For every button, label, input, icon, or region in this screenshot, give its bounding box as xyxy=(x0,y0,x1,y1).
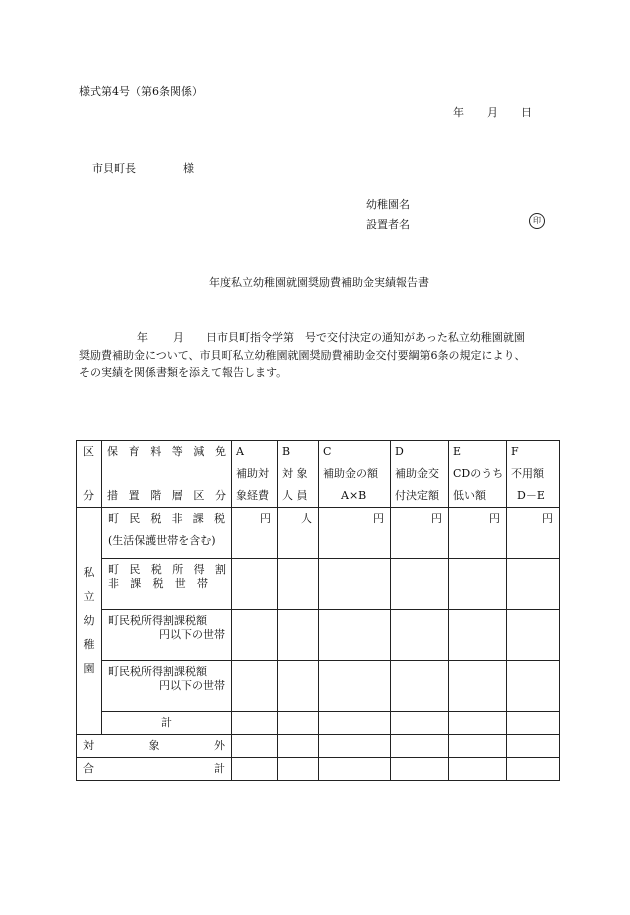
col-d-line1: 補助金交 xyxy=(395,467,439,480)
col-c-letter: C xyxy=(323,445,332,458)
cell-empty xyxy=(507,661,560,712)
header-row xyxy=(77,441,560,508)
unit-c: 円 xyxy=(319,508,391,559)
unit-b: 人 xyxy=(278,508,319,559)
col-e-letter: E xyxy=(453,445,462,458)
col-a-line2: 象経費 xyxy=(236,489,269,502)
body-line2: 奨励費補助金について、市貝町私立幼稚園就園奨励費補助金交付要綱第6条の規定により、 xyxy=(79,348,526,362)
header-ku-bun xyxy=(77,441,102,508)
excluded-row xyxy=(77,735,560,758)
addressee-honorific: 様 xyxy=(183,162,194,175)
col-e-line1: CDのうち xyxy=(453,467,504,480)
group-label-char: 私 xyxy=(83,566,95,579)
header-col-c xyxy=(319,441,391,508)
col-c-line2: A×B xyxy=(341,489,367,502)
header-col-d xyxy=(391,441,449,508)
col-a-letter: A xyxy=(236,445,244,458)
row-category-line1: 町民税所得割課税額 xyxy=(108,665,207,678)
cell-empty xyxy=(232,758,278,781)
col-d-letter: D xyxy=(395,445,404,458)
row-category-line1: 町民税所得割課税額 xyxy=(108,614,207,627)
header-ku: 区 xyxy=(83,445,94,458)
cell-empty xyxy=(449,735,507,758)
cell-empty xyxy=(449,661,507,712)
form-number: 様式第4号（第6条関係） xyxy=(79,85,203,98)
cell-empty xyxy=(278,758,319,781)
report-table xyxy=(76,440,560,781)
total-label xyxy=(77,758,232,781)
unit-e: 円 xyxy=(449,508,507,559)
group-label-char: 園 xyxy=(83,662,95,675)
col-a-line1: 補助対 xyxy=(236,467,269,480)
cell-empty xyxy=(319,661,391,712)
col-d-line2: 付決定額 xyxy=(395,489,439,502)
cell-empty xyxy=(449,758,507,781)
cell-empty xyxy=(319,559,391,610)
cell-empty xyxy=(507,610,560,661)
header-reduction-line2: 措置階層区分 xyxy=(107,489,226,502)
seal-mark: 印 xyxy=(529,213,545,229)
date-year: 年 xyxy=(453,106,464,119)
cell-empty xyxy=(278,735,319,758)
cell-empty xyxy=(449,559,507,610)
cell-empty xyxy=(319,735,391,758)
cell-empty xyxy=(319,610,391,661)
excluded-text: 対象外 xyxy=(83,739,225,752)
cell-empty xyxy=(232,559,278,610)
cell-empty xyxy=(507,735,560,758)
cell-empty xyxy=(319,712,391,735)
cell-empty xyxy=(232,661,278,712)
date-day: 日 xyxy=(521,106,532,119)
cell-empty xyxy=(507,559,560,610)
cell-empty xyxy=(278,559,319,610)
cell-empty xyxy=(232,610,278,661)
subtotal-label: 計 xyxy=(102,712,232,735)
cell-empty xyxy=(507,758,560,781)
header-col-f xyxy=(507,441,560,508)
cell-empty xyxy=(391,758,449,781)
total-label-left: 合 xyxy=(83,762,94,775)
cell-empty xyxy=(391,610,449,661)
cell-empty xyxy=(232,735,278,758)
kindergarten-name-label: 幼稚園名 xyxy=(366,198,410,211)
cell-empty xyxy=(449,610,507,661)
row-category-line2: 円以下の世帯 xyxy=(159,628,225,641)
subtotal-row xyxy=(77,712,560,735)
cell-empty xyxy=(319,758,391,781)
unit-f: 円 xyxy=(507,508,560,559)
header-col-a xyxy=(232,441,278,508)
group-label-private-kindergarten xyxy=(77,508,102,735)
header-reduction xyxy=(102,441,232,508)
col-b-line1: 対 象 xyxy=(282,467,308,480)
row-category-line1: 町民税所得割 xyxy=(108,563,226,576)
cell-empty xyxy=(507,712,560,735)
col-f-letter: F xyxy=(511,445,519,458)
row-category-line1: 町民税非課税 xyxy=(108,512,225,525)
cell-empty xyxy=(232,712,278,735)
body-line3: その実績を関係書類を添えて報告します。 xyxy=(79,366,288,379)
header-reduction-line1: 保育料等減免 xyxy=(107,445,226,458)
addressee-name: 市貝町長 xyxy=(92,162,136,175)
header-bun: 分 xyxy=(83,489,94,502)
body-year: 年 xyxy=(137,331,148,344)
cell-empty xyxy=(391,661,449,712)
unit-d: 円 xyxy=(391,508,449,559)
col-e-line2: 低い額 xyxy=(453,489,486,502)
body-month: 月 xyxy=(173,331,184,344)
row-category-line2: 非課税世帯 xyxy=(108,577,208,590)
founder-name-label: 設置者名 xyxy=(366,218,410,231)
cell-empty xyxy=(391,559,449,610)
row-category xyxy=(102,610,232,661)
table-row xyxy=(77,661,560,712)
cell-empty xyxy=(449,712,507,735)
document-title: 年度私立幼稚園就園奨励費補助金実績報告書 xyxy=(209,276,429,289)
table-row xyxy=(77,610,560,661)
group-label-char: 幼 xyxy=(83,614,95,627)
header-col-b xyxy=(278,441,319,508)
row-category xyxy=(102,508,232,559)
table-row xyxy=(77,559,560,610)
total-row xyxy=(77,758,560,781)
row-category-line2: 円以下の世帯 xyxy=(159,679,225,692)
row-category xyxy=(102,559,232,610)
cell-empty xyxy=(391,712,449,735)
excluded-label xyxy=(77,735,232,758)
cell-empty xyxy=(391,735,449,758)
col-f-line1: 不用額 xyxy=(511,467,544,480)
row-category-line2: (生活保護世帯を含む) xyxy=(108,534,216,547)
date-month: 月 xyxy=(487,106,498,119)
col-b-letter: B xyxy=(282,445,291,458)
col-f-line2: D－E xyxy=(517,489,545,502)
report-body xyxy=(79,329,559,382)
cell-empty xyxy=(278,661,319,712)
cell-empty xyxy=(278,712,319,735)
cell-empty xyxy=(278,610,319,661)
group-label-char: 稚 xyxy=(83,638,95,651)
table-row xyxy=(77,508,560,559)
unit-a: 円 xyxy=(232,508,278,559)
col-b-line2: 人 員 xyxy=(282,489,308,502)
group-label-char: 立 xyxy=(83,590,95,603)
row-category xyxy=(102,661,232,712)
header-col-e xyxy=(449,441,507,508)
col-c-line1: 補助金の額 xyxy=(323,467,378,480)
total-label-right: 計 xyxy=(214,762,225,775)
body-line1: 日市貝町指令学第 号で交付決定の通知があった私立幼稚園就園 xyxy=(206,331,525,344)
